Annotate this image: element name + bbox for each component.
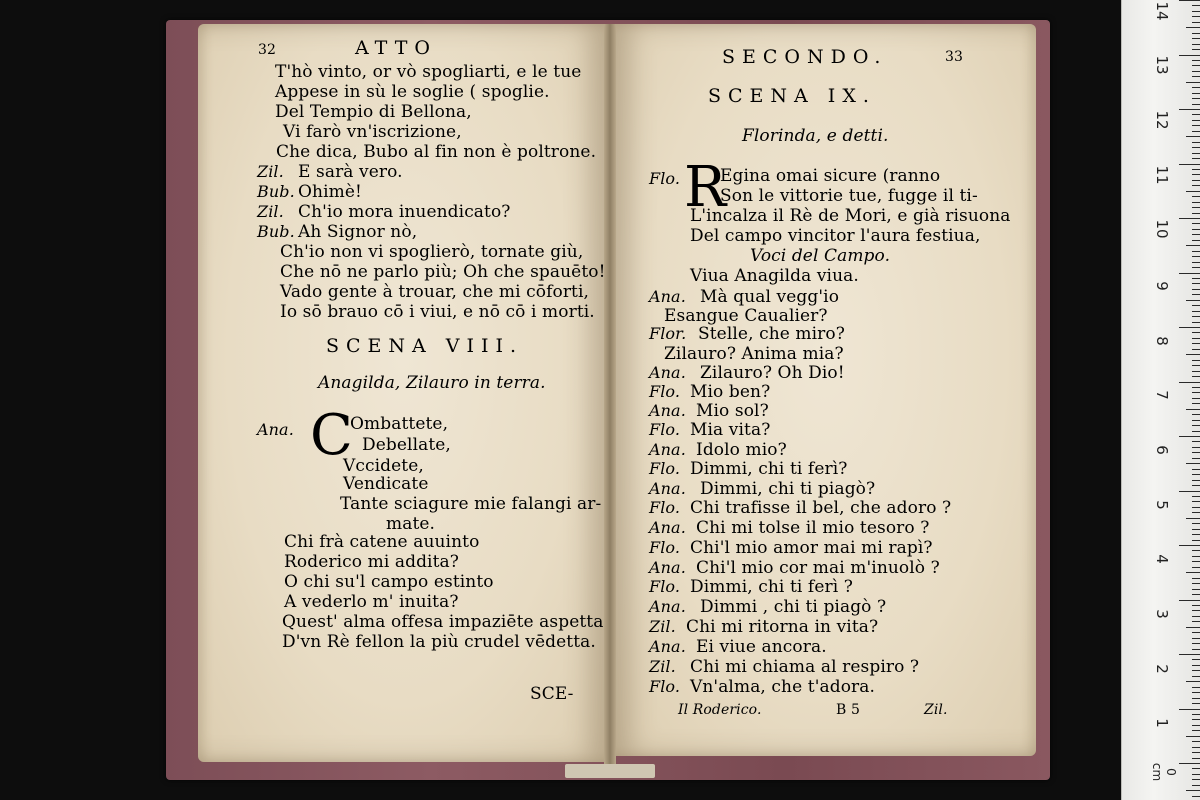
speaker: Flo. bbox=[649, 169, 681, 188]
speaker: Flo. bbox=[649, 420, 681, 439]
ruler-number: 9 bbox=[1153, 281, 1171, 291]
drop-cap-r: R bbox=[684, 155, 727, 220]
ruler-tick bbox=[1192, 752, 1200, 753]
ruler-tick bbox=[1192, 589, 1200, 590]
speaker: Zil. bbox=[257, 162, 284, 181]
ruler-tick bbox=[1192, 223, 1200, 224]
ruler-tick bbox=[1192, 44, 1200, 45]
ruler-number: 13 bbox=[1153, 55, 1171, 75]
ruler-tick bbox=[1192, 360, 1200, 361]
ruler-tick bbox=[1192, 76, 1200, 77]
ruler-tick bbox=[1186, 681, 1200, 682]
ruler-number: 14 bbox=[1153, 1, 1171, 21]
dialogue-text: Chi'l mio cor mai m'inuolò ? bbox=[696, 558, 940, 578]
ruler-tick bbox=[1192, 311, 1200, 312]
text-line: Del Tempio di Bellona, bbox=[275, 102, 472, 122]
ruler-tick bbox=[1192, 104, 1200, 105]
ruler-tick bbox=[1192, 371, 1200, 372]
ruler-tick bbox=[1192, 719, 1200, 720]
ruler-number: 2 bbox=[1153, 664, 1171, 674]
ruler-tick bbox=[1192, 392, 1200, 393]
ruler-tick bbox=[1192, 540, 1200, 541]
dialogue-text: Stelle, che miro? bbox=[698, 324, 845, 344]
dialogue-text: Chi mi ritorna in vita? bbox=[686, 617, 879, 637]
ruler-tick bbox=[1179, 600, 1200, 601]
book-gutter bbox=[604, 24, 616, 766]
footer-title: Il Roderico. bbox=[678, 702, 762, 718]
ruler-tick bbox=[1192, 229, 1200, 230]
verse-line: Tante sciagure mie falangi ar- bbox=[340, 494, 602, 514]
ruler-tick bbox=[1192, 11, 1200, 12]
ruler-tick bbox=[1179, 654, 1200, 655]
text-line: Del campo vincitor l'aura festiua, bbox=[690, 226, 981, 246]
ruler-tick bbox=[1192, 376, 1200, 377]
dialogue-text: Mio sol? bbox=[696, 401, 769, 421]
ruler-tick bbox=[1186, 82, 1200, 83]
ruler-tick bbox=[1192, 687, 1200, 688]
ruler-tick bbox=[1179, 491, 1200, 492]
ruler-tick bbox=[1192, 638, 1200, 639]
ruler-tick bbox=[1192, 180, 1200, 181]
ruler-tick bbox=[1179, 763, 1200, 764]
ruler-tick bbox=[1179, 436, 1200, 437]
ruler-number: 3 bbox=[1153, 609, 1171, 619]
dialogue-text: Esangue Caualier? bbox=[664, 306, 828, 326]
ruler-tick bbox=[1186, 572, 1200, 573]
dialogue-text: Chi trafisse il bel, che adoro ? bbox=[690, 498, 952, 518]
speaker: Flo. bbox=[649, 498, 681, 517]
ruler-tick bbox=[1192, 692, 1200, 693]
ruler-tick bbox=[1192, 507, 1200, 508]
ruler-tick bbox=[1192, 550, 1200, 551]
ruler-tick bbox=[1192, 758, 1200, 759]
ruler-tick bbox=[1192, 240, 1200, 241]
left-scene-cast: Anagilda, Zilauro in terra. bbox=[318, 373, 546, 393]
speaker: Ana. bbox=[649, 287, 686, 306]
ruler-tick bbox=[1192, 768, 1200, 769]
ruler-number: 5 bbox=[1153, 500, 1171, 510]
ruler-tick bbox=[1192, 398, 1200, 399]
speaker: Ana. bbox=[649, 440, 686, 459]
speaker: Zil. bbox=[649, 617, 676, 636]
ruler-tick bbox=[1192, 169, 1200, 170]
text-line: Che dica, Bubo al fin non è poltrone. bbox=[276, 142, 597, 162]
ruler-tick bbox=[1192, 294, 1200, 295]
ruler-tick bbox=[1192, 71, 1200, 72]
ruler-tick bbox=[1192, 234, 1200, 235]
ruler-tick bbox=[1192, 403, 1200, 404]
dialogue-text: Chi mi chiama al respiro ? bbox=[690, 657, 920, 677]
text-line: Che nō ne parlo più; Oh che spauēto! bbox=[280, 262, 606, 282]
dialogue-text: Dimmi, chi ti ferì? bbox=[690, 459, 848, 479]
ruler-tick bbox=[1192, 578, 1200, 579]
drop-cap-c: C bbox=[310, 403, 353, 468]
ruler-tick bbox=[1192, 114, 1200, 115]
left-running-head: ATTO bbox=[355, 37, 437, 59]
left-catchword: SCE- bbox=[530, 684, 574, 704]
verse-line: Chi frà catene auuinto bbox=[284, 532, 480, 552]
ruler-tick bbox=[1192, 703, 1200, 704]
voices-label: Voci del Campo. bbox=[750, 246, 891, 266]
speaker: Ana. bbox=[649, 479, 686, 498]
speaker: Ana. bbox=[649, 518, 686, 537]
ruler-tick bbox=[1192, 332, 1200, 333]
ruler-tick bbox=[1192, 774, 1200, 775]
ruler-tick bbox=[1192, 196, 1200, 197]
text-line: Io sō brauo cō i viui, e nō cō i morti. bbox=[280, 302, 595, 322]
speaker: Ana. bbox=[649, 558, 686, 577]
text-line: Vi farò vn'iscrizione, bbox=[283, 122, 462, 142]
ruler-tick bbox=[1192, 610, 1200, 611]
ruler-tick bbox=[1179, 55, 1200, 56]
ruler-tick bbox=[1192, 447, 1200, 448]
verse-line: D'vn Rè fellon la più crudel vēdetta. bbox=[282, 632, 596, 652]
ruler-number: 12 bbox=[1153, 110, 1171, 130]
ruler-tick bbox=[1192, 714, 1200, 715]
verse-line: mate. bbox=[386, 514, 436, 534]
dialogue-text: Ah Signor nò, bbox=[298, 222, 418, 242]
ruler-unit: 0 cm bbox=[1150, 762, 1178, 782]
left-page-number: 32 bbox=[258, 42, 277, 58]
ruler-number: 7 bbox=[1153, 390, 1171, 400]
speaker: Ana. bbox=[649, 597, 686, 616]
ruler-tick bbox=[1192, 730, 1200, 731]
ruler-tick bbox=[1192, 185, 1200, 186]
ruler-tick bbox=[1186, 409, 1200, 410]
verse-line: A vederlo m' inuita? bbox=[284, 592, 459, 612]
ruler-tick bbox=[1192, 605, 1200, 606]
ruler-tick bbox=[1192, 142, 1200, 143]
ruler-number: 10 bbox=[1153, 219, 1171, 239]
dialogue-text: Dimmi , chi ti piagò ? bbox=[700, 597, 887, 617]
ruler-tick bbox=[1192, 529, 1200, 530]
ruler-tick bbox=[1192, 534, 1200, 535]
ruler-tick bbox=[1186, 790, 1200, 791]
ruler-tick bbox=[1192, 147, 1200, 148]
ruler-tick bbox=[1192, 202, 1200, 203]
ruler-tick bbox=[1192, 365, 1200, 366]
ruler-tick bbox=[1192, 458, 1200, 459]
ruler-tick bbox=[1192, 93, 1200, 94]
ruler-tick bbox=[1192, 131, 1200, 132]
left-scene-heading: SCENA VIII. bbox=[326, 335, 524, 357]
speaker: Zil. bbox=[257, 202, 284, 221]
right-running-head: SECONDO. bbox=[722, 46, 888, 68]
text-line: Vado gente à trouar, che mi cōforti, bbox=[280, 282, 590, 302]
ruler-tick bbox=[1192, 420, 1200, 421]
ruler-tick bbox=[1192, 207, 1200, 208]
ruler-tick bbox=[1186, 136, 1200, 137]
spine-edge bbox=[565, 764, 655, 778]
ruler-tick bbox=[1192, 125, 1200, 126]
dialogue-text: Dimmi, chi ti ferì ? bbox=[690, 577, 853, 597]
ruler-tick bbox=[1186, 300, 1200, 301]
ruler-tick bbox=[1192, 567, 1200, 568]
speaker: Flo. bbox=[649, 538, 681, 557]
ruler-tick bbox=[1192, 5, 1200, 6]
verse-line: Vccidete, bbox=[343, 456, 424, 476]
text-line: Son le vittorie tue, fugge il ti- bbox=[720, 186, 978, 206]
ruler-tick bbox=[1192, 616, 1200, 617]
signature-mark: B 5 bbox=[836, 702, 860, 718]
dialogue-text: Idolo mio? bbox=[696, 440, 787, 460]
ruler-tick bbox=[1192, 49, 1200, 50]
ruler-tick bbox=[1192, 512, 1200, 513]
speaker: Bub. bbox=[257, 182, 295, 201]
ruler-tick bbox=[1192, 496, 1200, 497]
ruler-number: 11 bbox=[1153, 165, 1171, 185]
verse-line: Vendicate bbox=[343, 474, 429, 494]
speaker: Flo. bbox=[649, 677, 681, 696]
ruler-tick bbox=[1192, 387, 1200, 388]
ruler-tick bbox=[1192, 213, 1200, 214]
dialogue-text: Zilauro? Oh Dio! bbox=[700, 363, 845, 383]
ruler-tick bbox=[1192, 338, 1200, 339]
ruler-tick bbox=[1192, 33, 1200, 34]
ruler-tick bbox=[1179, 709, 1200, 710]
ruler-tick bbox=[1192, 278, 1200, 279]
verse-line: Roderico mi addita? bbox=[284, 552, 459, 572]
ruler-tick bbox=[1192, 98, 1200, 99]
ruler-tick bbox=[1192, 65, 1200, 66]
ruler-tick bbox=[1192, 747, 1200, 748]
ruler-tick bbox=[1192, 796, 1200, 797]
ruler-tick bbox=[1192, 158, 1200, 159]
dialogue-text: Ei viue ancora. bbox=[696, 637, 827, 657]
right-catchword: Zil. bbox=[924, 702, 948, 718]
dialogue-text: Mia vita? bbox=[690, 420, 771, 440]
ruler-tick bbox=[1192, 452, 1200, 453]
speaker: Ana. bbox=[649, 637, 686, 656]
ruler-number: 8 bbox=[1153, 336, 1171, 346]
dialogue-text: Dimmi, chi ti piagò? bbox=[700, 479, 876, 499]
ruler-tick bbox=[1192, 698, 1200, 699]
ruler-tick bbox=[1192, 425, 1200, 426]
ruler-tick bbox=[1192, 414, 1200, 415]
dialogue-text: Mio ben? bbox=[690, 382, 771, 402]
ruler-tick bbox=[1186, 627, 1200, 628]
ruler-tick bbox=[1192, 251, 1200, 252]
ruler-tick bbox=[1192, 501, 1200, 502]
right-scene-heading: SCENA IX. bbox=[708, 85, 876, 107]
ruler-tick bbox=[1192, 120, 1200, 121]
speaker: Ana. bbox=[649, 401, 686, 420]
right-page-number: 33 bbox=[945, 49, 964, 65]
dialogue-text: Ohimè! bbox=[298, 182, 362, 202]
text-line: Egina omai sicure (ranno bbox=[720, 166, 941, 186]
ruler-tick bbox=[1186, 191, 1200, 192]
dialogue-text: Mà qual vegg'io bbox=[700, 287, 840, 307]
ruler-tick bbox=[1179, 382, 1200, 383]
ruler-tick bbox=[1192, 60, 1200, 61]
ruler-tick bbox=[1192, 431, 1200, 432]
speaker: Bub. bbox=[257, 222, 295, 241]
ruler-tick bbox=[1192, 561, 1200, 562]
ruler-tick bbox=[1192, 305, 1200, 306]
ruler-number: 1 bbox=[1153, 718, 1171, 728]
ruler-tick bbox=[1192, 469, 1200, 470]
ruler-tick bbox=[1179, 109, 1200, 110]
ruler-tick bbox=[1179, 0, 1200, 1]
ruler-tick bbox=[1186, 354, 1200, 355]
ruler-tick bbox=[1192, 665, 1200, 666]
right-scene-cast: Florinda, e detti. bbox=[742, 126, 889, 146]
text-line: L'incalza il Rè de Mori, e già risuona bbox=[690, 206, 1011, 226]
ruler-tick bbox=[1192, 670, 1200, 671]
ruler-tick bbox=[1192, 283, 1200, 284]
ruler-tick bbox=[1192, 556, 1200, 557]
speaker: Flor. bbox=[649, 324, 687, 343]
ruler-tick bbox=[1192, 38, 1200, 39]
ruler-tick bbox=[1192, 725, 1200, 726]
ruler-tick bbox=[1192, 153, 1200, 154]
dialogue-text: Chi mi tolse il mio tesoro ? bbox=[696, 518, 930, 538]
speaker: Ana. bbox=[257, 420, 294, 439]
ruler-tick bbox=[1192, 643, 1200, 644]
ruler-tick bbox=[1192, 256, 1200, 257]
ruler-tick bbox=[1179, 273, 1200, 274]
speaker: Flo. bbox=[649, 459, 681, 478]
text-line: T'hò vinto, or vò spogliarti, e le tue bbox=[275, 62, 582, 82]
ruler-tick bbox=[1186, 27, 1200, 28]
ruler-tick bbox=[1179, 164, 1200, 165]
ruler-tick bbox=[1192, 87, 1200, 88]
ruler-tick bbox=[1192, 262, 1200, 263]
text-line: Appese in sù le soglie ( spoglie. bbox=[275, 82, 550, 102]
speaker: Flo. bbox=[649, 382, 681, 401]
ruler-tick bbox=[1179, 218, 1200, 219]
ruler-tick bbox=[1192, 441, 1200, 442]
ruler-tick bbox=[1192, 523, 1200, 524]
verse-line: O chi su'l campo estinto bbox=[284, 572, 494, 592]
ruler-tick bbox=[1192, 649, 1200, 650]
ruler-tick bbox=[1192, 267, 1200, 268]
speaker: Ana. bbox=[649, 363, 686, 382]
ruler-tick bbox=[1192, 474, 1200, 475]
ruler-tick bbox=[1192, 741, 1200, 742]
ruler-number: 6 bbox=[1153, 445, 1171, 455]
ruler-tick bbox=[1192, 16, 1200, 17]
ruler-tick bbox=[1192, 174, 1200, 175]
ruler-tick bbox=[1179, 545, 1200, 546]
ruler-tick bbox=[1192, 480, 1200, 481]
ruler-tick bbox=[1186, 463, 1200, 464]
dialogue-text: Ch'io mora inuendicato? bbox=[298, 202, 511, 222]
ruler-tick bbox=[1192, 632, 1200, 633]
ruler-tick bbox=[1192, 316, 1200, 317]
dialogue-text: E sarà vero. bbox=[298, 162, 403, 182]
verse-line: Quest' alma offesa impaziēte aspetta bbox=[282, 612, 604, 632]
text-line: Ch'io non vi spoglierò, tornate giù, bbox=[280, 242, 584, 262]
ruler-tick bbox=[1192, 583, 1200, 584]
speaker: Zil. bbox=[649, 657, 676, 676]
ruler-tick bbox=[1186, 518, 1200, 519]
ruler-tick bbox=[1192, 343, 1200, 344]
dialogue-text: Vn'alma, che t'adora. bbox=[690, 677, 875, 697]
ruler-tick bbox=[1186, 736, 1200, 737]
measuring-ruler bbox=[1121, 0, 1200, 800]
ruler-number: 4 bbox=[1153, 554, 1171, 564]
ruler-tick bbox=[1192, 676, 1200, 677]
dialogue-text: Zilauro? Anima mia? bbox=[664, 344, 844, 364]
ruler-tick bbox=[1192, 322, 1200, 323]
text-line: Viua Anagilda viua. bbox=[690, 266, 859, 286]
ruler-tick bbox=[1192, 289, 1200, 290]
ruler-tick bbox=[1192, 785, 1200, 786]
ruler-tick bbox=[1192, 485, 1200, 486]
speaker: Flo. bbox=[649, 577, 681, 596]
ruler-tick bbox=[1192, 621, 1200, 622]
verse-line: Debellate, bbox=[362, 435, 451, 455]
ruler-tick bbox=[1192, 349, 1200, 350]
ruler-tick bbox=[1192, 594, 1200, 595]
ruler-tick bbox=[1179, 327, 1200, 328]
ruler-tick bbox=[1192, 659, 1200, 660]
verse-line: Ombattete, bbox=[350, 414, 449, 434]
ruler-tick bbox=[1192, 22, 1200, 23]
ruler-tick bbox=[1186, 245, 1200, 246]
ruler-tick bbox=[1192, 779, 1200, 780]
dialogue-text: Chi'l mio amor mai mi rapì? bbox=[690, 538, 933, 558]
